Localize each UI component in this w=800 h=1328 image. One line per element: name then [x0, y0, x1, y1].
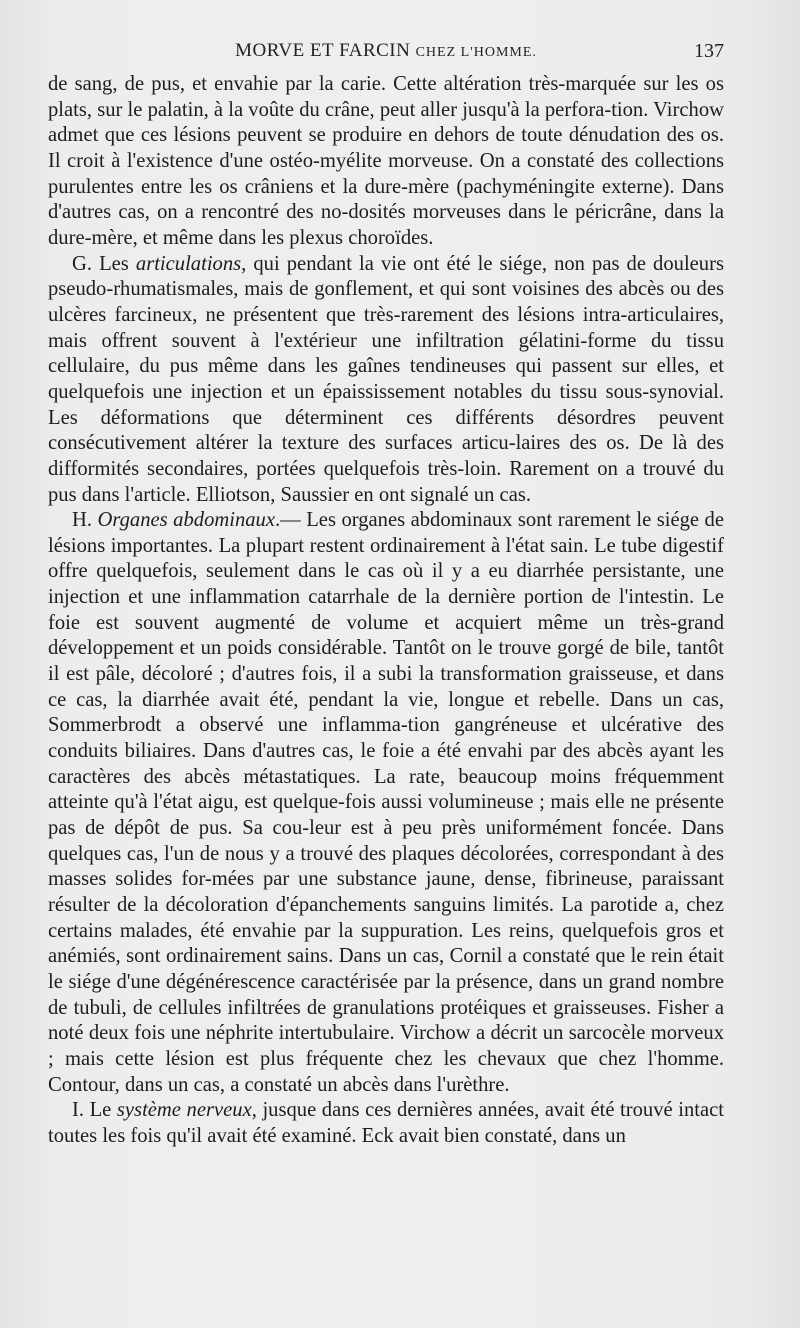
paragraph-text: , jusque dans ces dernières années, avait été trouvé intact toutes les fois qu'il avait été examiné. Eck avait bien constaté, dans un [48, 1099, 724, 1147]
paragraph-text: .— Les organes abdominaux sont rarement le siége de lésions importantes. La plupart restent ordinairement à l'état sain. Le tube digestif offre quelquefois, seulement dans le cas où il y a eu diarrhée persistante, une injection et une inflammation catarrhale de la dernière portion de l'intestin. Le foie est souvent augmenté de volume et acquiert même un très-grand développement et un poids considérable. Tantôt on le trouve gorgé de bile, tantôt il est pâle, décoloré ; d'autres fois, il a subi la transformation graisseuse, et dans ce cas, la diarrhée avait été, pendant la vie, longue et rebelle. Dans un cas, Sommerbrodt a observé une inflamma-tion gangréneuse et ulcérative des conduits biliaires. Dans d'autres cas, le foie a été envahi par des abcès ayant les caractères des abcès métastatiques. La rate, beaucoup moins fréquemment atteinte qu'à l'état aigu, est quelque-fois aussi volumineuse ; mais elle ne présente pas de dépôt de pus. Sa cou-leur est à peu près uniformément foncée. Dans quelques cas, l'un de nous y a trouvé des plaques décolorées, correspondant à des masses solides for-mées par une substance jaune, dense, fibrineuse, paraissant résulter de la décoloration d'épanchements sanguins limités. La parotide a, chez certains malades, été envahie par la suppuration. Les reins, quelquefois gros et anémiés, sont ordinairement sains. Dans un cas, Cornil a constaté que le rein était le siége d'une dégénérescence caractérisée par la présence, dans un grand nombre de tubuli, de cellules infiltrées de granulations protéiques et graisseuses. Fisher a noté deux fois une néphrite intertubulaire. Virchow a décrit un sarcocèle morveux ; mais cette lésion est plus fréquente chez les chevaux que chez l'homme. Contour, dans un cas, a constaté un abcès dans l'urèthre. [48, 509, 724, 1096]
paragraph-lead: G. Les [72, 252, 136, 275]
paragraph-text: , qui pendant la vie ont été le siége, non pas de douleurs pseudo-rhumatismales, mais de gonflement, et qui sont voisines des abcès ou des ulcères farcineux, ne présentent que très-rarement des lésions intra-articulaires, mais offrent souvent à l'extérieur une infiltration gélatini-forme du tissu cellulaire, du pus même dans les gaînes tendineuses qui passent sur elles, et quelquefois une injection et un épaississement notables du tissu sous-synovial. Les déformations que déterminent ces différents désordres peuvent consécutivement altérer la texture des surfaces articu-laires des os. De là des difformités secondaires, portées quelquefois très-loin. Rarement on a trouvé du pus dans l'article. Elliotson, Saussier en ont signalé un cas. [48, 252, 724, 506]
running-title-main: MORVE ET FARCIN [235, 40, 411, 61]
body-text [48, 72, 724, 1150]
paragraph-articulations [48, 252, 724, 509]
paragraph-continuation [48, 72, 724, 252]
paragraph-text: de sang, de pus, et envahie par la carie. Cette altération très-marquée sur les os plats, sur le palatin, à la voûte du crâne, peut aller jusqu'à la perfora-tion. Virchow admet que ces lésions peuvent se produire en dehors de toute dénudation des os. Il croit à l'existence d'une ostéo-myélite morveuse. On a constaté des collections purulentes entre les os crâniens et la dure-mère (pachyméningite externe). Dans d'autres cas, on a rencontré des no-dosités morveuses dans le péricrâne, dans la dure-mère, et même dans les plexus choroïdes. [48, 73, 724, 249]
paragraph-lead: I. Le [72, 1099, 117, 1122]
page-number: 137 [694, 40, 724, 62]
paragraph-systeme-nerveux [48, 1098, 724, 1149]
running-header [48, 40, 724, 68]
running-title [48, 40, 724, 62]
section-label-systeme-nerveux: système nerveux [116, 1099, 252, 1122]
running-title-small: CHEZ L'HOMME. [415, 45, 537, 60]
section-label-organes-abdominaux: Organes abdominaux [97, 509, 275, 532]
paragraph-organes-abdominaux [48, 508, 724, 1098]
section-label-articulations: articulations [135, 252, 242, 275]
paragraph-lead: H. [72, 509, 98, 532]
